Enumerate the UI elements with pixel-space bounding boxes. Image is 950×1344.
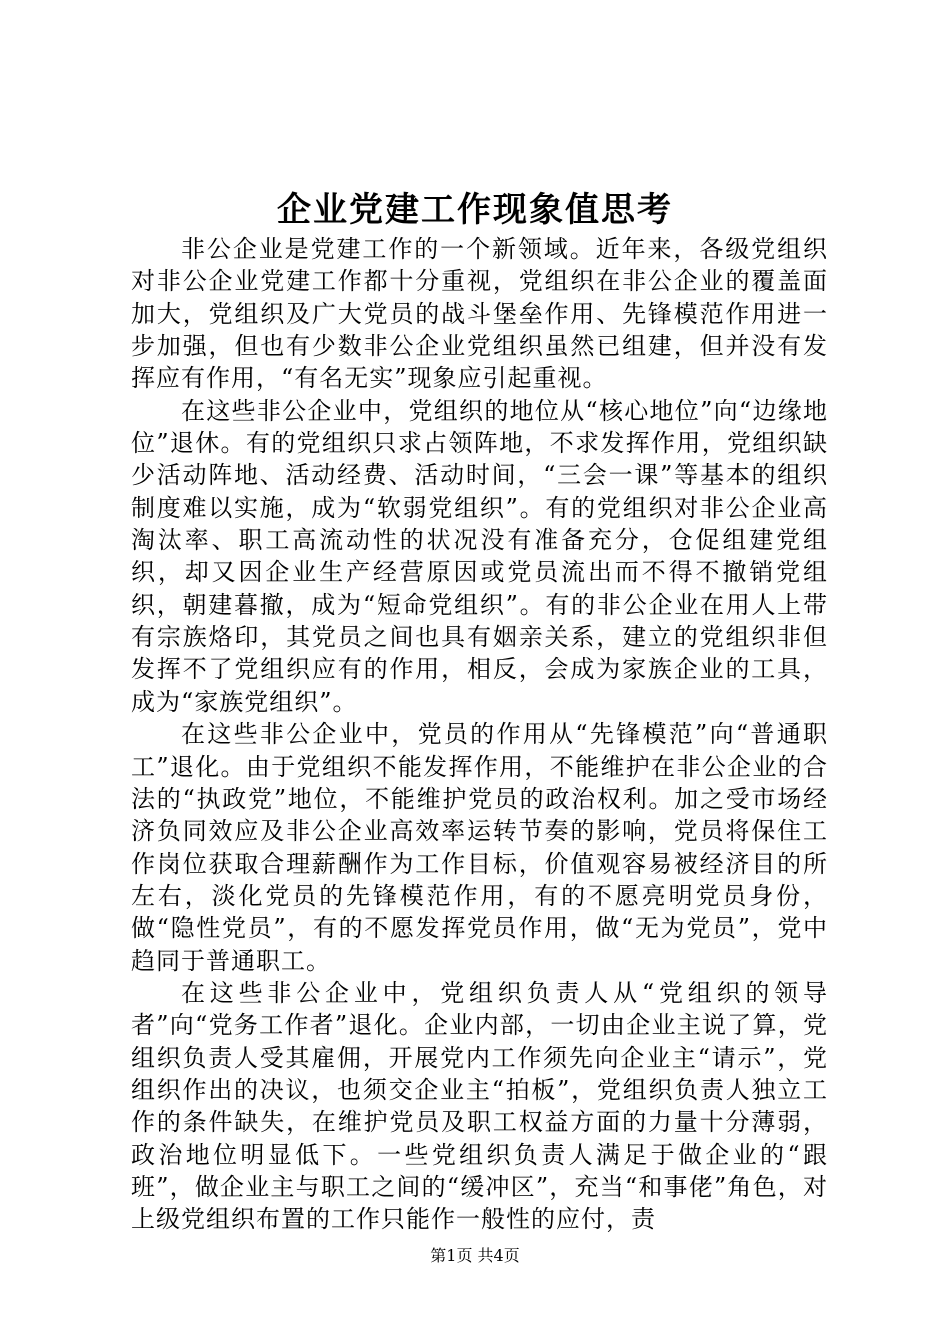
document-body bbox=[131, 233, 828, 1236]
document-title: 企业党建工作现象值思考 bbox=[277, 190, 673, 230]
paragraph: 在这些非公企业中，党组织的地位从“核心地位”向“边缘地位”退休。有的党组织只求占领阵地，不求发挥作用，党组织缺少活动阵地、活动经费、活动时间，“三会一课”等基本的组织制度难以实施，成为“软弱党组织”。有的党组织对非公企业高淘汰率、职工高流动性的状况没有准备充分，仓促组建党组织，却又因企业生产经营原因或党员流出而不得不撤销党组织，朝建暮撤，成为“短命党组织”。有的非公企业在用人上带有宗族烙印，其党员之间也具有姻亲关系，建立的党组织非但发挥不了党组织应有的作用，相反，会成为家族企业的工具，成为“家族党组织”。 bbox=[131, 396, 828, 716]
paragraph: 在这些非公企业中，党组织负责人从“党组织的领导者”向“党务工作者”退化。企业内部，一切由企业主说了算，党组织负责人受其雇佣，开展党内工作须先向企业主“请示”，党组织作出的决议，也须交企业主“拍板”，党组织负责人独立工作的条件缺失，在维护党员及职工权益方面的力量十分薄弱，政治地位明显低下。一些党组织负责人满足于做企业的“跟班”，做企业主与职工之间的“缓冲区”，充当“和事佬”角色，对上级党组织布置的工作只能作一般性的应付，责 bbox=[131, 978, 828, 1234]
page-number: 第1页 共4页 bbox=[430, 1246, 520, 1265]
paragraph: 在这些非公企业中，党员的作用从“先锋模范”向“普通职工”退化。由于党组织不能发挥作用，不能维护在非公企业的合法的“执政党”地位，不能维护党员的政治权利。加之受市场经济负同效应及非公企业高效率运转节奏的影响，党员将保住工作岗位获取合理薪酬作为工作目标，价值观容易被经济目的所左右，淡化党员的先锋模范作用，有的不愿亮明党员身份，做“隐性党员”，有的不愿发挥党员作用，做“无为党员”，党中趋同于普通职工。 bbox=[131, 720, 828, 975]
paragraph: 非公企业是党建工作的一个新领域。近年来，各级党组织对非公企业党建工作都十分重视，党组织在非公企业的覆盖面加大，党组织及广大党员的战斗堡垒作用、先锋模范作用进一步加强，但也有少数非公企业党组织虽然已组建，但并没有发挥应有作用，“有名无实”现象应引起重视。 bbox=[131, 235, 828, 393]
